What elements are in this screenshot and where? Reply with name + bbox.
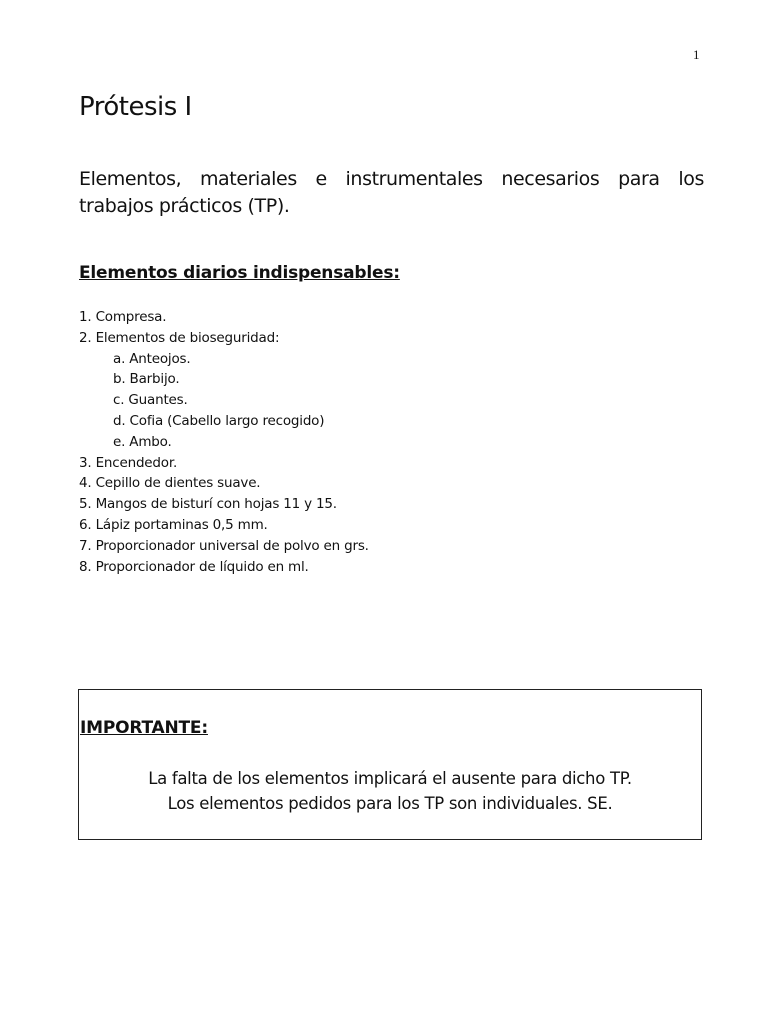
notice-text (79, 766, 701, 816)
list-item: 7. Proporcionador universal de polvo en grs. (79, 537, 369, 554)
list-item: 3. Encendedor. (79, 454, 178, 471)
document-title: Prótesis I (79, 92, 192, 122)
list-item: 8. Proporcionador de líquido en ml. (79, 558, 309, 575)
list-item: 2. Elementos de bioseguridad: (79, 329, 280, 346)
list-item: 5. Mangos de bisturí con hojas 11 y 15. (79, 496, 337, 513)
notice-line-1: La falta de los elementos implicará el ausente para dicho TP. (148, 769, 632, 788)
list-subitem: d. Cofia (Cabello largo recogido) (113, 412, 325, 429)
list-item: 1. Compresa. (79, 309, 167, 325)
section-heading: Elementos diarios indispensables: (79, 263, 400, 283)
items-list (79, 307, 369, 577)
notice-heading: IMPORTANTE: (80, 718, 208, 738)
list-item: 4. Cepillo de dientes suave. (79, 475, 261, 492)
important-notice-box (78, 689, 702, 840)
list-item: 6. Lápiz portaminas 0,5 mm. (79, 516, 268, 533)
list-subitem: a. Anteojos. (113, 350, 191, 367)
page-number: 1 (693, 47, 700, 62)
document-intro: Elementos, materiales e instrumentales necesarios para los trabajos prácticos (TP). (79, 168, 704, 217)
list-subitem: e. Ambo. (113, 433, 172, 450)
list-subitem: b. Barbijo. (113, 371, 180, 388)
list-subitem: c. Guantes. (113, 392, 188, 409)
notice-line-2: Los elementos pedidos para los TP son individuales. SE. (167, 794, 613, 813)
